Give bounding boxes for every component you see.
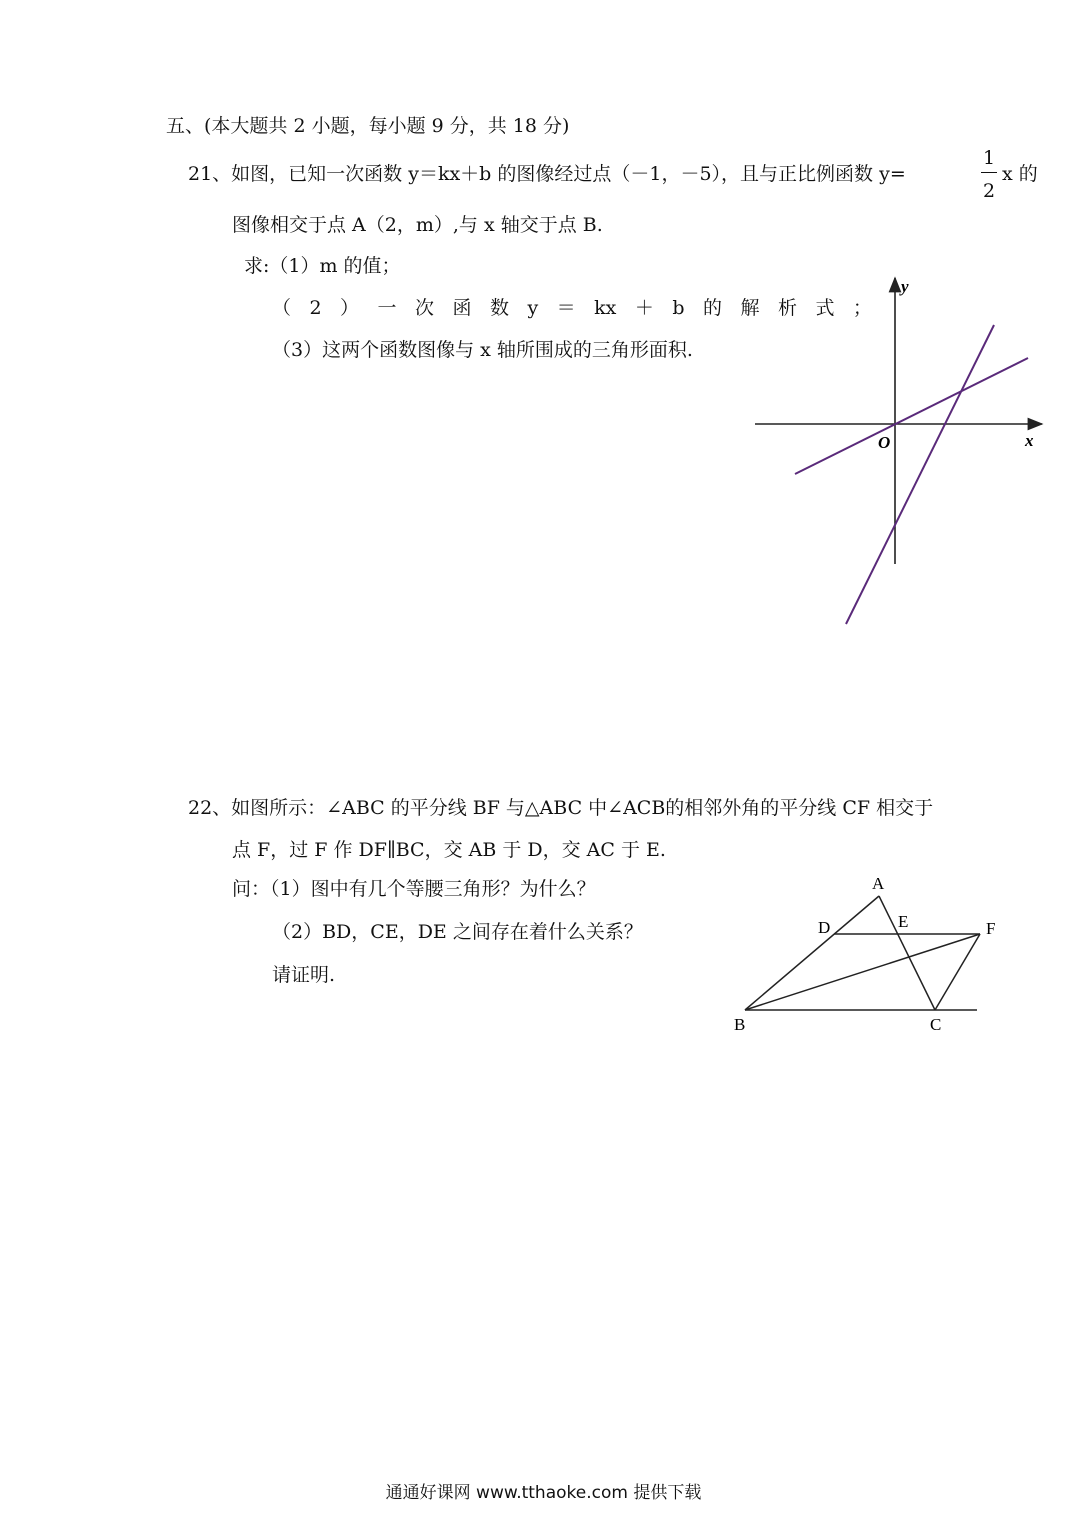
section-heading: 五、(本大题共 2 小题，每小题 9 分，共 18 分) — [166, 115, 570, 137]
q21-part2-token: 数 — [489, 297, 509, 319]
q21-part3: （3）这两个函数图像与 x 轴所围成的三角形面积. — [272, 339, 693, 361]
q22-line2: 点 F，过 F 作 DF∥BC，交 AB 于 D，交 AC 于 E. — [232, 839, 666, 861]
segment-bf — [745, 934, 980, 1010]
origin-label: O — [878, 433, 891, 452]
q21-fraction-numerator: 1 — [982, 147, 996, 169]
q21-part2-token: （ — [272, 297, 292, 319]
q21-line1-suffix: x 的 — [1002, 163, 1038, 185]
q21-part2-token: 的 — [702, 297, 722, 319]
q22-ask1: 问：（1）图中有几个等腰三角形？为什么？ — [232, 878, 596, 900]
q21-part2-token: 2 — [309, 297, 322, 319]
q21-part2-token: 一 — [377, 297, 397, 319]
q21-part2-token: 次 — [415, 297, 435, 319]
q21-part2-token: ） — [340, 297, 360, 319]
segment-ba — [745, 896, 879, 1010]
q21-part2-token: 解 — [740, 297, 760, 319]
point-a-label: A — [872, 874, 885, 893]
page-footer: 通通好课网 www.tthaoke.com 提供下载 — [385, 1483, 702, 1503]
q21-fraction-denominator: 2 — [982, 180, 996, 202]
q22-ask2: （2）BD，CE，DE 之间存在着什么关系？ — [272, 921, 643, 943]
q21-part2-token: b — [672, 297, 685, 319]
q21-part2-token: kx — [594, 297, 617, 319]
point-e-label: E — [898, 912, 909, 931]
point-d-label: D — [818, 918, 831, 937]
q21-part2-token: ； — [852, 297, 872, 319]
q22-ask3: 请证明. — [272, 964, 336, 986]
q21-part2-token: ＋ — [634, 297, 654, 319]
q21-part2-token: y — [527, 297, 539, 319]
x-axis-label: x — [1025, 431, 1034, 450]
point-c-label: C — [930, 1015, 942, 1034]
point-b-label: B — [734, 1015, 746, 1034]
q21-ask: 求:（1）m 的值； — [244, 255, 401, 277]
q22-line1: 22、如图所示：∠ABC 的平分线 BF 与△ABC 中∠ACB的相邻外角的平分线 CF 相交于 — [188, 797, 934, 819]
q21-line1-prefix: 21、如图，已知一次函数 y＝kx＋b 的图像经过点（－1，－5），且与正比例函数 y= — [188, 163, 906, 185]
y-axis-label: y — [901, 277, 909, 296]
q21-part2-token: ＝ — [556, 297, 576, 319]
q21-part2-token: 式 — [815, 297, 835, 319]
segment-cf — [935, 934, 980, 1010]
point-f-label: F — [986, 919, 996, 938]
q21-line2: 图像相交于点 A（2，m）,与 x 轴交于点 B. — [232, 214, 603, 236]
q21-part2-token: 函 — [452, 297, 472, 319]
q21-part2-token: 析 — [777, 297, 797, 319]
